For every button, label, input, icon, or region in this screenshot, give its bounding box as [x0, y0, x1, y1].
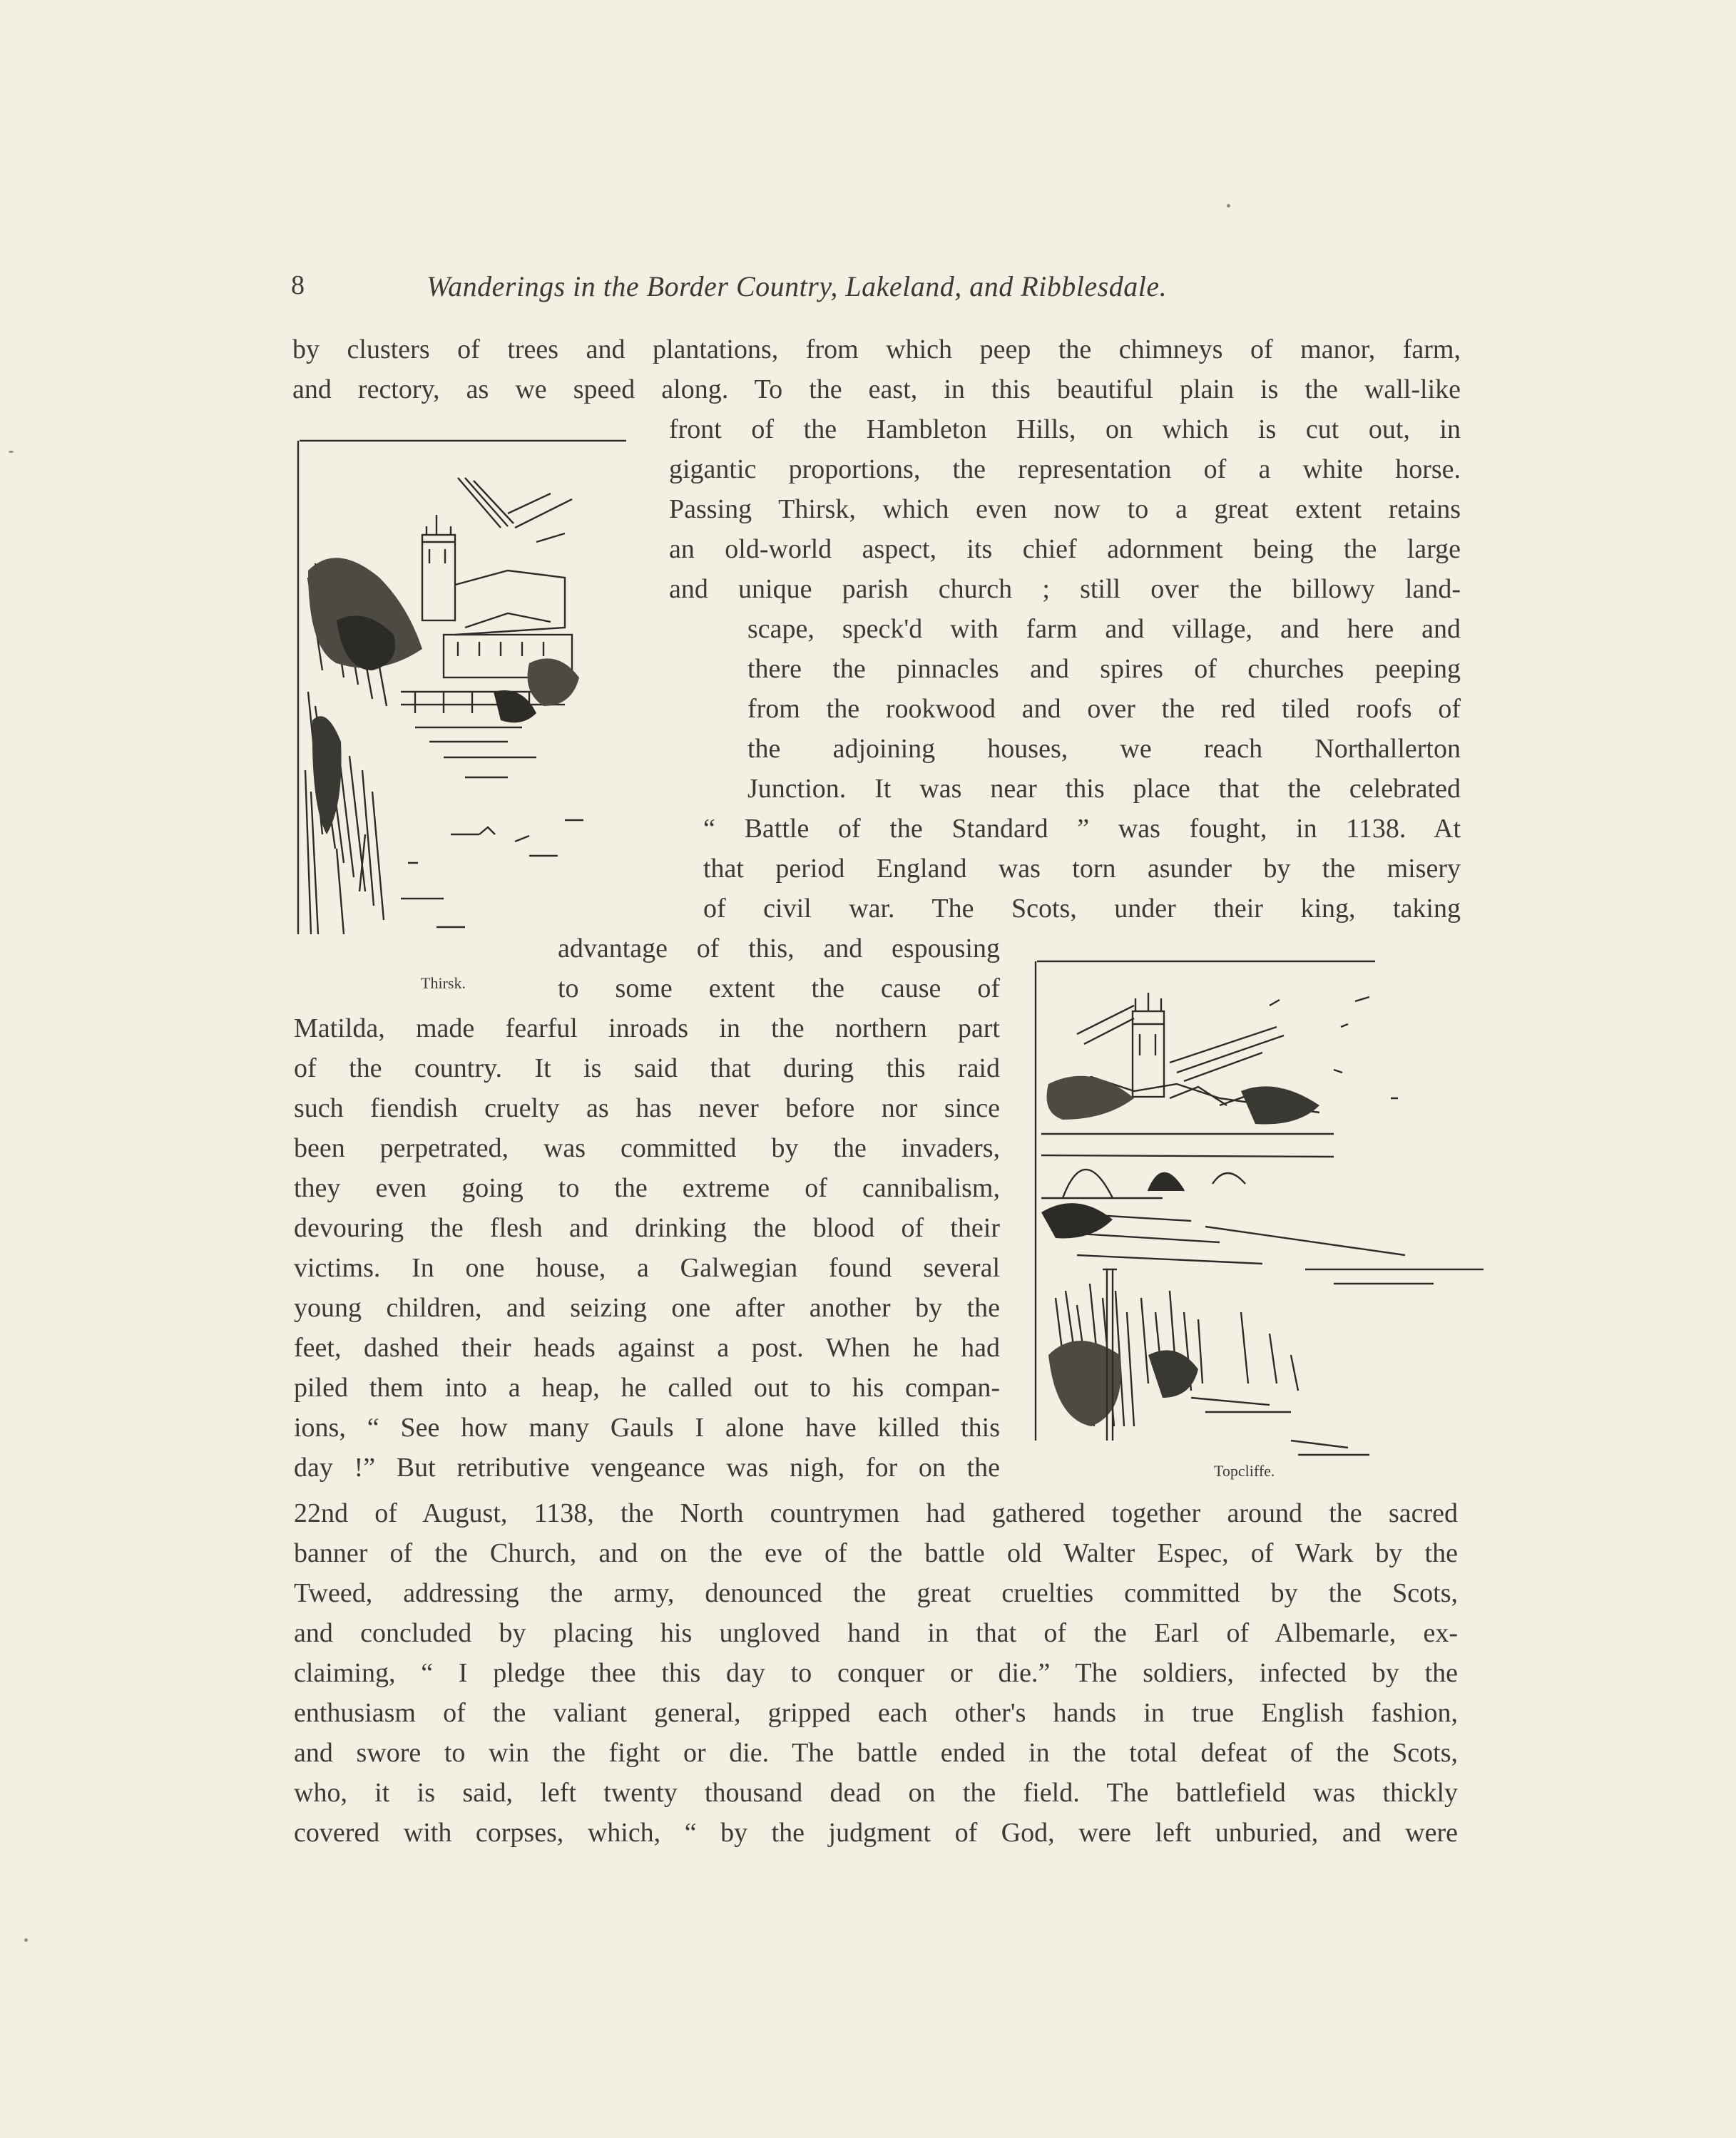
- text-line: and concluded by placing his ungloved hand in that of the Earl of Albemarle, ex-: [294, 1618, 1458, 1648]
- running-title: Wanderings in the Border Country, Lakeland, and Ribblesdale.: [427, 270, 1168, 302]
- text-line: such fiendish cruelty as has never before nor since: [294, 1093, 1000, 1123]
- caption-thirsk: Thirsk.: [421, 974, 466, 992]
- text-line: day !” But retributive vengeance was nigh, for on the: [294, 1453, 1000, 1483]
- page-speck: [24, 1938, 28, 1942]
- text-line: young children, and seizing one after another by the: [294, 1293, 1000, 1323]
- page-number: 8: [291, 270, 305, 300]
- text-line: victims. In one house, a Galwegian found several: [294, 1253, 1000, 1283]
- text-line: feet, dashed their heads against a post. When he had: [294, 1333, 1000, 1363]
- text-line: and rectory, as we speed along. To the east, in this beautiful plain is the wall-like: [292, 374, 1461, 404]
- text-line: ions, “ See how many Gauls I alone have killed this: [294, 1413, 1000, 1443]
- topcliffe-sketch: [1034, 956, 1491, 1469]
- text-line: of civil war. The Scots, under their king, taking: [703, 894, 1461, 924]
- text-line: by clusters of trees and plantations, from which peep the chimneys of manor, farm,: [292, 334, 1461, 364]
- page-speck: [1227, 204, 1230, 208]
- illustration-topcliffe: [1034, 956, 1491, 1469]
- text-line: banner of the Church, and on the eve of the battle old Walter Espec, of Wark by the: [294, 1538, 1458, 1568]
- page-speck: [9, 451, 14, 453]
- illustration-thirsk: [294, 435, 665, 1006]
- text-line: and unique parish church ; still over the billowy land-: [669, 574, 1461, 604]
- text-line: gigantic proportions, the representation of a white horse.: [669, 454, 1461, 484]
- running-header: [291, 270, 1318, 312]
- text-line: an old-world aspect, its chief adornment being the large: [669, 534, 1461, 564]
- text-line: from the rookwood and over the red tiled roofs of: [747, 694, 1461, 724]
- text-line: “ Battle of the Standard ” was fought, in 1138. At: [703, 814, 1461, 844]
- text-line: 22nd of August, 1138, the North countrymen had gathered together around the sacred: [294, 1498, 1458, 1528]
- text-line: enthusiasm of the valiant general, gripped each other's hands in true English fashion,: [294, 1698, 1458, 1728]
- text-line: to some extent the cause of: [558, 973, 1000, 1003]
- text-line: of the country. It is said that during this raid: [294, 1053, 1000, 1083]
- text-line: piled them into a heap, he called out to his compan-: [294, 1373, 1000, 1403]
- text-line: Tweed, addressing the army, denounced the great cruelties committed by the Scots,: [294, 1578, 1458, 1608]
- text-line: advantage of this, and espousing: [558, 934, 1000, 963]
- text-line: Matilda, made fearful inroads in the northern part: [294, 1013, 1000, 1043]
- caption-topcliffe: Topcliffe.: [1214, 1462, 1275, 1480]
- text-line: Junction. It was near this place that the celebrated: [747, 774, 1461, 804]
- text-line: the adjoining houses, we reach Northallerton: [747, 734, 1461, 764]
- text-line: been perpetrated, was committed by the invaders,: [294, 1133, 1000, 1163]
- text-line: there the pinnacles and spires of churches peeping: [747, 654, 1461, 684]
- text-line: front of the Hambleton Hills, on which is cut out, in: [669, 414, 1461, 444]
- text-line: claiming, “ I pledge thee this day to conquer or die.” The soldiers, infected by the: [294, 1658, 1458, 1688]
- text-line: and swore to win the fight or die. The battle ended in the total defeat of the Scots,: [294, 1738, 1458, 1768]
- thirsk-sketch: [294, 435, 665, 1006]
- text-line: they even going to the extreme of cannibalism,: [294, 1173, 1000, 1203]
- text-line: Passing Thirsk, which even now to a great extent retains: [669, 494, 1461, 524]
- text-line: covered with corpses, which, “ by the judgment of God, were left unburied, and were: [294, 1818, 1458, 1848]
- text-line: devouring the flesh and drinking the blood of their: [294, 1213, 1000, 1243]
- text-line: that period England was torn asunder by the misery: [703, 854, 1461, 884]
- text-line: who, it is said, left twenty thousand dead on the field. The battlefield was thickly: [294, 1778, 1458, 1808]
- text-line: scape, speck'd with farm and village, and here and: [747, 614, 1461, 644]
